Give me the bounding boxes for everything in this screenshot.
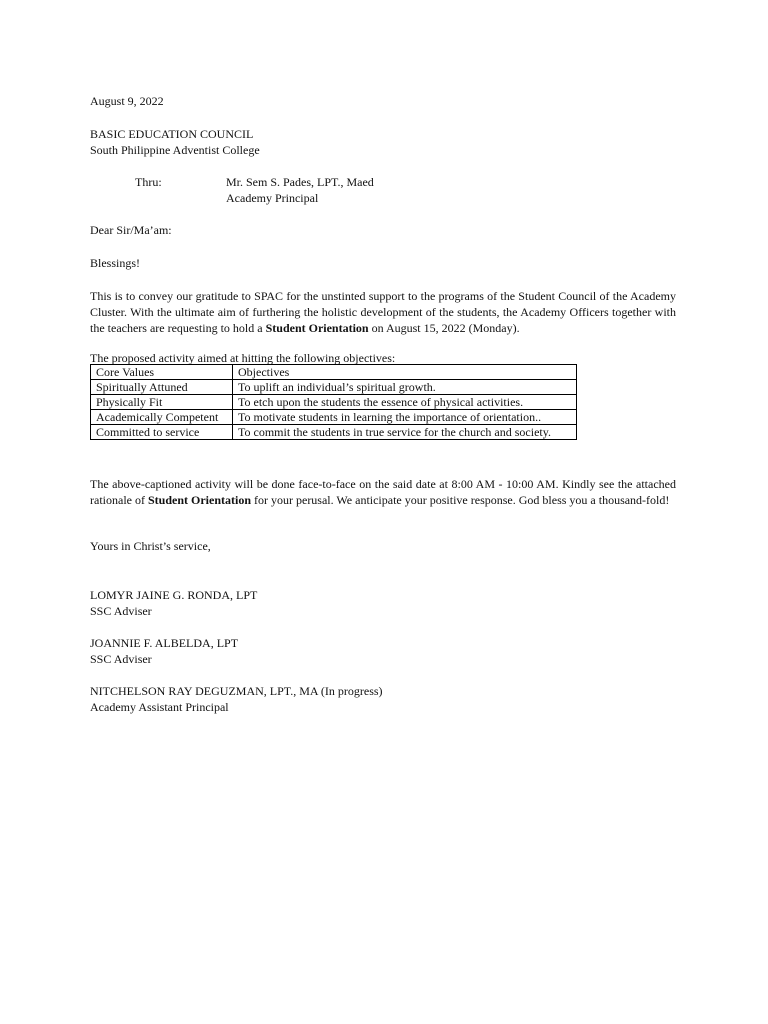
table-row [91, 395, 577, 410]
table-cell: Academically Competent [91, 410, 233, 425]
objectives-intro: The proposed activity aimed at hitting the following objectives: [90, 351, 396, 365]
table-row [91, 380, 577, 395]
table-cell: To etch upon the students the essence of physical activities. [233, 395, 577, 410]
signatory-1 [90, 587, 676, 619]
table-row [91, 425, 577, 440]
thru-name: Mr. Sem S. Pades, LPT., Maed [226, 175, 374, 189]
table-cell: Committed to service [91, 425, 233, 440]
table-header-cell: Objectives [233, 365, 577, 380]
signatory-name: LOMYR JAINE G. RONDA, LPT [90, 588, 258, 602]
event-name-bold: Student Orientation [147, 493, 251, 507]
body-paragraph-1: This is to convey our gratitude to SPAC for the unstinted support to the programs of the Student Council of the Academy Cluster. With the ultimate aim of furthering the holistic development of the students, the Academy Officers together with the teachers are requesting to hold a Student Orientation on August 15, 2022 (Monday). [90, 289, 676, 335]
table-cell: To motivate students in learning the importance of orientation.. [233, 410, 577, 425]
table-row [91, 410, 577, 425]
table-cell: Spiritually Attuned [91, 380, 233, 395]
objectives-table [90, 364, 577, 440]
signatory-name: NITCHELSON RAY DEGUZMAN, LPT., MA (In progress) [90, 684, 383, 698]
table-header-row [91, 365, 577, 380]
recipient-org: BASIC EDUCATION COUNCIL [90, 127, 254, 141]
table-cell: To uplift an individual’s spiritual growth. [233, 380, 577, 395]
event-name-bold: Student Orientation [265, 321, 369, 335]
recipient-block [90, 126, 676, 158]
signatory-2 [90, 635, 676, 667]
table-cell: To commit the students in true service for the church and society. [233, 425, 577, 440]
signatory-3 [90, 683, 676, 715]
thru-label: Thru: [135, 175, 162, 189]
closing: Yours in Christ’s service, [90, 539, 211, 553]
signatory-role: Academy Assistant Principal [90, 700, 229, 714]
signatory-role: SSC Adviser [90, 652, 152, 666]
table-header-cell: Core Values [91, 365, 233, 380]
recipient-school: South Philippine Adventist College [90, 143, 260, 157]
table-cell: Physically Fit [91, 395, 233, 410]
signatory-name: JOANNIE F. ALBELDA, LPT [90, 636, 239, 650]
body-paragraph-2: The above-captioned activity will be done face-to-face on the said date at 8:00 AM - 10:00 AM. Kindly see the attached rationale of Student Orientation for your perusal. We anticipate your positive response. God bless you a thousand-fold! [90, 477, 676, 507]
thru-title: Academy Principal [226, 191, 319, 205]
greeting: Blessings! [90, 256, 141, 270]
salutation: Dear Sir/Ma’am: [90, 223, 172, 237]
letter-date: August 9, 2022 [90, 94, 164, 108]
signatory-role: SSC Adviser [90, 604, 152, 618]
